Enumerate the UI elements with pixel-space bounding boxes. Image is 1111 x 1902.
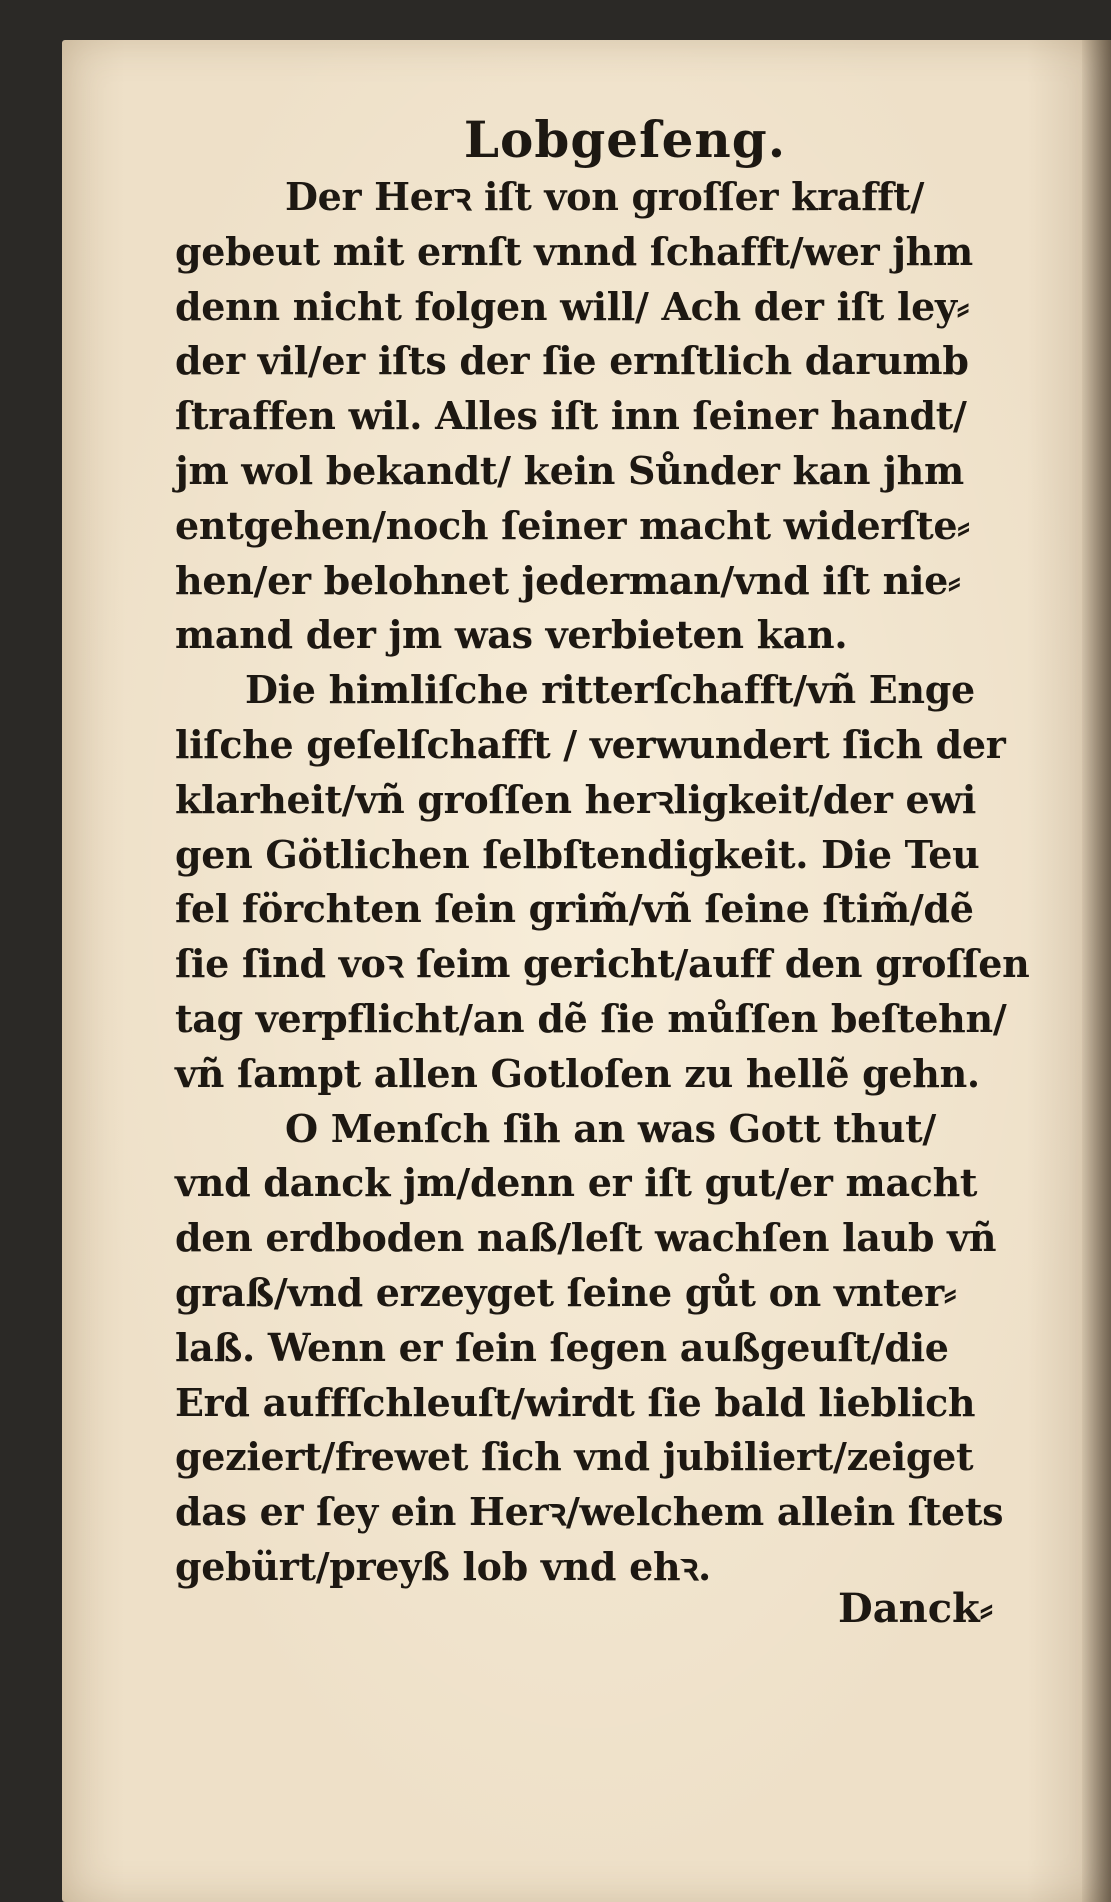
text-line: Der Herꝛ iſt von groſſer krafft/: [285, 174, 925, 219]
text-line: vñ ſampt allen Gotloſen zu hellẽ gehn.: [175, 1050, 980, 1096]
text-line: das er ſey ein Herꝛ/welchem allein ſtets: [175, 1489, 1004, 1535]
text-line: jm wol bekandt/ kein Sůnder kan jhm: [175, 447, 964, 493]
text-line: ſtraffen wil. Alles iſt inn ſeiner handt/: [175, 393, 967, 439]
text-line: Erd auffſchleuſt/wirdt ſie bald lieblich: [175, 1379, 976, 1425]
text-line: tag verpflicht/an dẽ ſie můſſen beſtehn/: [175, 995, 1007, 1041]
text-line: gen Götlichen ſelbſtendigkeit. Die Teu: [175, 831, 980, 877]
text-line: gebürt/preyß lob vnd ehꝛ.: [175, 1543, 711, 1589]
page-text-block: [175, 110, 1045, 1595]
text-line: vnd danck jm/denn er iſt gut/er macht: [175, 1160, 978, 1206]
page-gutter-shadow: [1082, 40, 1111, 1902]
text-line: graß/vnd erzeyget ſeine gůt on vnter⸗: [175, 1269, 957, 1315]
text-line: gebeut mit ernſt vnnd ſchafft/wer jhm: [175, 228, 973, 274]
text-line: denn nicht folgen will/ Ach der iſt ley⸗: [175, 283, 970, 329]
text-line: liſche geſelſchafft / verwundert ſich der: [175, 721, 1006, 767]
text-line: hen/er belohnet jederman/vnd iſt nie⸗: [175, 557, 961, 603]
catchword: Danck⸗: [838, 1585, 994, 1632]
text-line: entgehen/noch ſeiner macht widerſte⸗: [175, 502, 970, 548]
text-line: der vil/er iſts der ſie ernſtlich darumb: [175, 338, 969, 384]
text-line: Die himliſche ritterſchafft/vñ Enge: [245, 667, 975, 713]
text-line: klarheit/vñ groſſen herꝛligkeit/der ewi: [175, 776, 976, 822]
text-line: den erdboden naß/leſt wachſen laub vñ: [175, 1215, 997, 1261]
text-line: laß. Wenn er ſein ſegen außgeuſt/die: [175, 1324, 949, 1370]
text-line: geziert/frewet ſich vnd jubiliert/zeiget: [175, 1434, 974, 1480]
text-line: ſie ſind voꝛ ſeim gericht/auff den groſſen: [175, 941, 1030, 987]
page-heading: Lobgeſeng.: [463, 110, 787, 169]
text-line: fel förchten ſein grim̃/vñ ſeine ſtim̃/dẽ: [175, 886, 974, 932]
text-line: mand der jm was verbieten kan.: [175, 612, 848, 658]
text-line: O Menſch ſih an was Gott thut/: [285, 1105, 936, 1151]
